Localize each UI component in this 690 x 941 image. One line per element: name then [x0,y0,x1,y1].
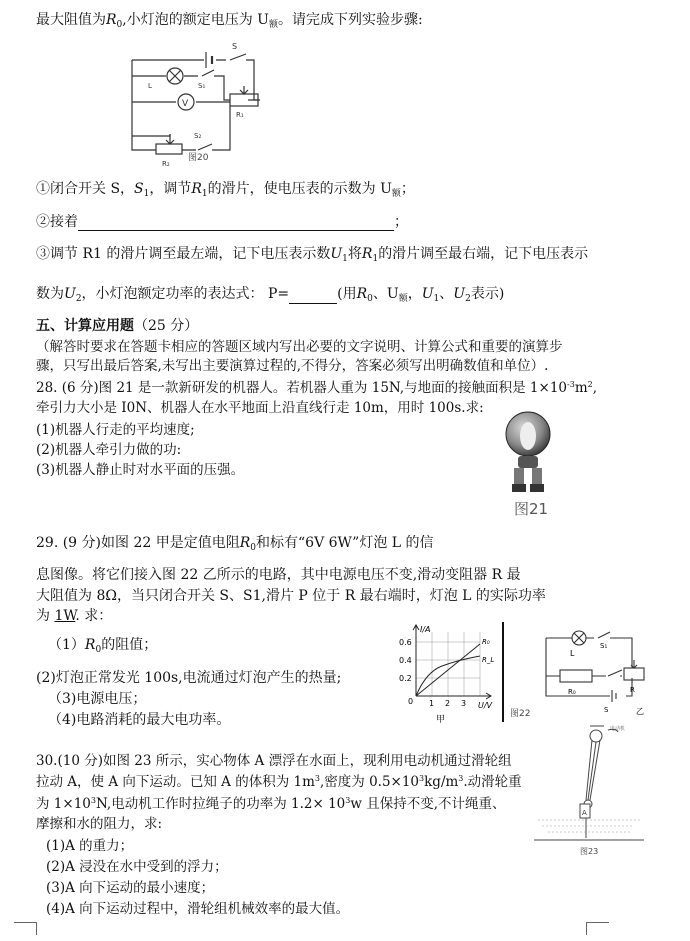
subscript: 额 [391,189,401,199]
q29-sub-2: (2)灯泡正常发光 100s,电流通过灯泡产生的热量; [36,670,342,686]
superscript: -3 [567,380,575,389]
q30-line-2 [36,770,522,790]
answer-blank[interactable] [289,289,337,304]
subscript: 2 [465,294,471,304]
y-tick: 0 [408,697,414,706]
curve-label-r0: R₀ [482,638,490,646]
subscript: 额 [268,20,278,30]
step-text: ，小灯泡额定功率的表达式： P= [81,286,290,302]
q29-line-1 [36,532,434,553]
subscript: 0 [116,20,123,30]
superscript: 3 [90,796,96,805]
label-a: A [582,809,587,817]
robot-figure [500,410,560,498]
subscript: 0 [95,645,102,655]
x-tick: 2 [445,699,451,708]
section-score: （25 分） [134,318,199,334]
page-corner-mark [14,922,37,935]
q29-text: 为 [36,608,55,624]
subscript: 额 [398,294,408,304]
y-tick: 0.4 [399,656,412,665]
label-l: L [570,649,575,658]
q30-sub-4: (4)A 向下运动过程中，滑轮组机械效率的最大值。 [46,901,350,917]
superscript: 3 [314,774,320,783]
label-s2: S₂ [194,132,202,140]
section-title: 五、计算应用题 [36,318,134,334]
subscript: 2 [75,294,82,304]
q28-line-2: 牵引力大小是 I0N、机器人在水平地面上沿直线行走 10m，用时 100s.求: [36,400,484,416]
step-text: (用 [337,286,357,302]
subscript: 0 [250,543,256,553]
figure-23-pulley [534,722,644,860]
symbol: U [330,246,343,262]
label-r: R [630,686,635,694]
label-l: L [148,82,152,90]
section-5-instructions-2: 骤，只写出最后答案,未写出主要演算过程的,不得分，答案必须写出明确数值和单位）. [36,358,549,374]
label-motor: 电动机 [610,726,626,732]
symbol-r0: R [106,12,117,28]
q29-line-2: 息图像。将它们接入图 22 乙所示的电路，其中电源电压不变,滑动变阻器 R 最 [36,567,521,583]
q30-text: 为 1×10 [36,796,91,812]
step-text: ； [394,214,408,230]
q30-text: 拉动 A，使 A 向下运动。已知 A 的体积为 1m [36,774,315,790]
figure-20-circuit [126,40,266,168]
subscript: 0 [367,294,373,304]
label-r0: R₀ [568,688,576,696]
symbol: U [453,286,466,302]
intro-text: ,小灯泡的额定电压为 U [122,12,269,28]
q30-text: N,电动机工作时拉绳子的功率为 1.2× 10 [95,796,346,812]
q30-line-1: 30.(10 分)如图 23 所示，实心物体 A 漂浮在水面上，现利用电动机通过滑轮组 [36,753,512,769]
label-s1: S₁ [600,642,608,650]
symbol: R [84,637,96,653]
y-tick: 0.6 [399,638,412,647]
figure-22-caption: 图22 [510,709,531,719]
q28-sub-3: (3)机器人静止时对水平面的压强。 [36,462,245,478]
q30-line-3 [36,792,506,812]
q29-text: 的阻值； [101,637,158,653]
q30-sub-3: (3)A 向下运动的最小速度； [46,880,215,896]
q29-underlined: 1W [54,608,76,624]
label-v: V [182,99,189,109]
label-r1: R₁ [236,111,244,119]
symbol: R [361,246,373,262]
q29-line-3: 大阻值为 8Ω，当只闭合开关 S、S1,滑片 P 位于 R 最右端时，灯泡 L 的实际功率 [36,588,546,604]
circuit-caption: 乙 [636,707,644,716]
step-text: 、U [372,286,399,302]
step-text: 表示) [470,286,505,302]
graph-y-label: I/A [420,625,431,634]
step-1 [36,178,415,199]
page-corner-mark [586,922,609,935]
q29-line-4 [36,605,112,625]
figure-23-caption: 图23 [580,847,599,856]
graph-caption: 甲 [436,715,446,725]
q28-sub-1: (1)机器人行走的平均速度; [36,422,195,438]
label-s1: S₁ [198,82,206,90]
q29-text: 和标有“6V 6W”灯泡 L 的信 [256,535,434,551]
curve-label-rl: R_L [482,656,495,664]
symbol: R [239,535,251,551]
symbol: R [191,181,202,197]
subscript: 1 [433,294,440,304]
section-5-instructions-1: （解答时要求在答题卡相应的答题区域内写出必要的文字说明、计算公式和重要的演算步 [36,339,563,355]
label-r2: R₂ [162,160,170,168]
symbol: S [134,181,144,197]
figure-divider [502,622,504,722]
step-2 [36,211,408,231]
x-tick: 3 [461,699,467,708]
section-5-heading [36,315,198,335]
step-text: 将 [347,246,362,262]
q29-sub-4: （4)电路消耗的最大电功率。 [48,712,231,728]
q30-text: .动滑轮重 [463,774,522,790]
intro-text: 。请完成下列实验步骤: [278,12,423,28]
step-text: ②接着 [36,214,78,230]
step-4 [36,283,504,304]
step-text: ③调节 R1 的滑片调至最左端，记下电压表示数 [36,246,331,262]
label-s: S [604,706,609,714]
step-3 [36,243,588,264]
symbol: U [421,286,434,302]
figure-21-caption: 图21 [514,500,549,518]
subscript: 1 [201,189,208,199]
q29-text: 29. (9 分)如图 22 甲是定值电阻 [36,535,240,551]
superscript: 3 [458,774,464,783]
symbol: U [64,286,76,302]
intro-text: 最大阻值为 [36,12,106,28]
step-text: 数为 [36,286,64,302]
step-text: ， [407,286,422,302]
step-text: ； [400,181,415,197]
subscript: 1 [342,254,348,264]
q28-text: m [574,380,588,396]
subscript: 1 [143,189,150,199]
q29-sub-1 [48,634,157,655]
q28-text: 28. (6 分)图 21 是一款新研发的机器人。若机器人重为 15N,与地面的接触面积是 1×10 [36,380,568,396]
step-text: ①闭合开关 S， [36,181,135,197]
q29-text: （1） [48,637,85,653]
superscript: 2 [587,380,593,389]
q29-sub-3: （3)电源电压； [48,691,147,707]
graph-x-label: U/V [478,701,493,710]
x-tick: 1 [429,699,435,708]
q28-sub-2: (2)机器人牵引力做的功: [36,442,182,458]
figure-22-circuit [536,620,656,718]
q30-text: kg/m [424,774,459,790]
q29-text: . 求： [75,608,113,624]
q30-line-4: 摩擦和水的阻力，求: [36,816,163,832]
superscript: 3 [419,774,425,783]
q30-text: w 且保持不变,不计绳重、 [350,796,506,812]
step-text: ，调节 [149,181,192,197]
q28-text: , [592,380,598,396]
q28-line-1 [36,376,597,396]
figure-20-caption: 图20 [188,153,209,163]
subscript: 1 [372,254,379,264]
q30-sub-2: (2)A 浸没在水中受到的浮力； [46,859,228,875]
superscript: 3 [345,796,351,805]
q30-text: ,密度为 0.5×10 [319,774,420,790]
step-text: 的滑片调至最右端，记下电压表示 [378,246,589,262]
step-text: 、 [439,286,454,302]
answer-blank[interactable] [78,216,394,231]
label-s: S [232,42,238,51]
figure-22-graph [396,622,500,730]
y-tick: 0.2 [399,674,412,683]
step-text: 的滑片，使电压表的示数为 U [207,181,392,197]
q30-sub-1: (1)A 的重力； [46,838,134,854]
symbol: R [356,286,368,302]
intro-line [36,9,423,30]
